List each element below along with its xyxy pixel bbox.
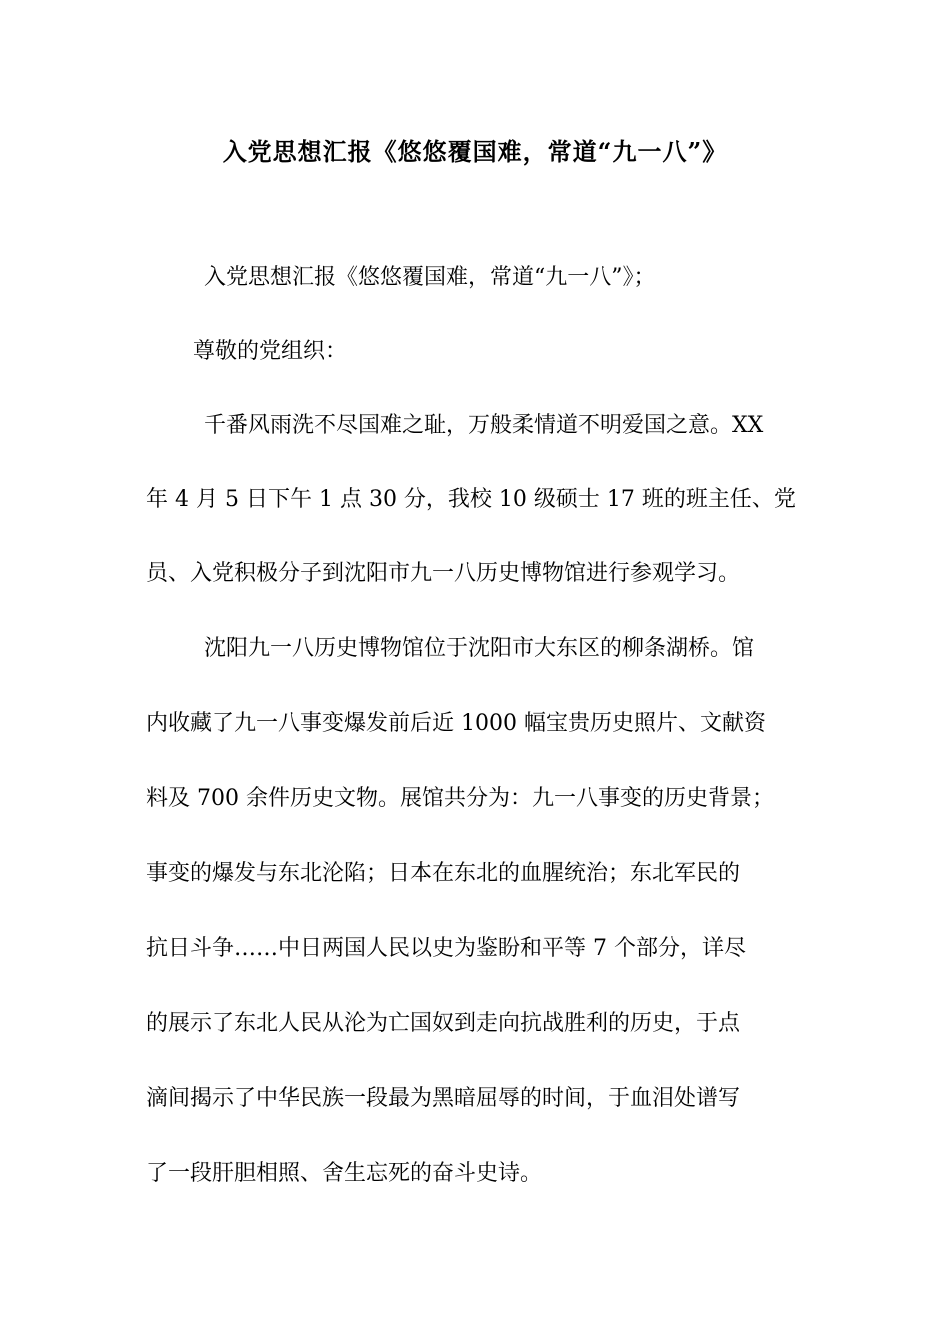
paragraph-line: 滴间揭示了中华民族一段最为黑暗屈辱的时间，于血泪处谱写 [146,1086,741,1111]
subtitle-line: 入党思想汇报《悠悠覆国难，常道“九一八”》； [204,265,656,290]
paragraph-line: 抗日斗争……中日两国人民以史为鉴盼和平等 7 个部分，详尽 [146,936,746,961]
paragraph-line: 料及 700 余件历史文物。展馆共分为：九一八事变的历史背景； [146,786,774,811]
paragraph-line: 员、入党积极分子到沈阳市九一八历史博物馆进行参观学习。 [146,561,741,586]
paragraph-line: 了一段肝胆相照、舍生忘死的奋斗史诗。 [146,1161,543,1186]
paragraph-line: 年 4 月 5 日下午 1 点 30 分，我校 10 级硕士 17 班的班主任、党 [146,487,796,512]
paragraph-line: 千番风雨洗不尽国难之耻，万般柔情道不明爱国之意。XX [204,413,764,438]
document-title: 入党思想汇报《悠悠覆国难，常道“九一八”》 [222,137,728,166]
paragraph-line: 的展示了东北人民从沦为亡国奴到走向抗战胜利的历史，于点 [146,1011,741,1036]
salutation: 尊敬的党组织： [193,339,348,364]
paragraph-line: 沈阳九一八历史博物馆位于沈阳市大东区的柳条湖桥。馆 [204,636,755,661]
paragraph-line: 事变的爆发与东北沦陷；日本在东北的血腥统治；东北军民的 [146,861,741,886]
paragraph-line: 内收藏了九一八事变爆发前后近 1000 幅宝贵历史照片、文献资 [146,711,766,736]
